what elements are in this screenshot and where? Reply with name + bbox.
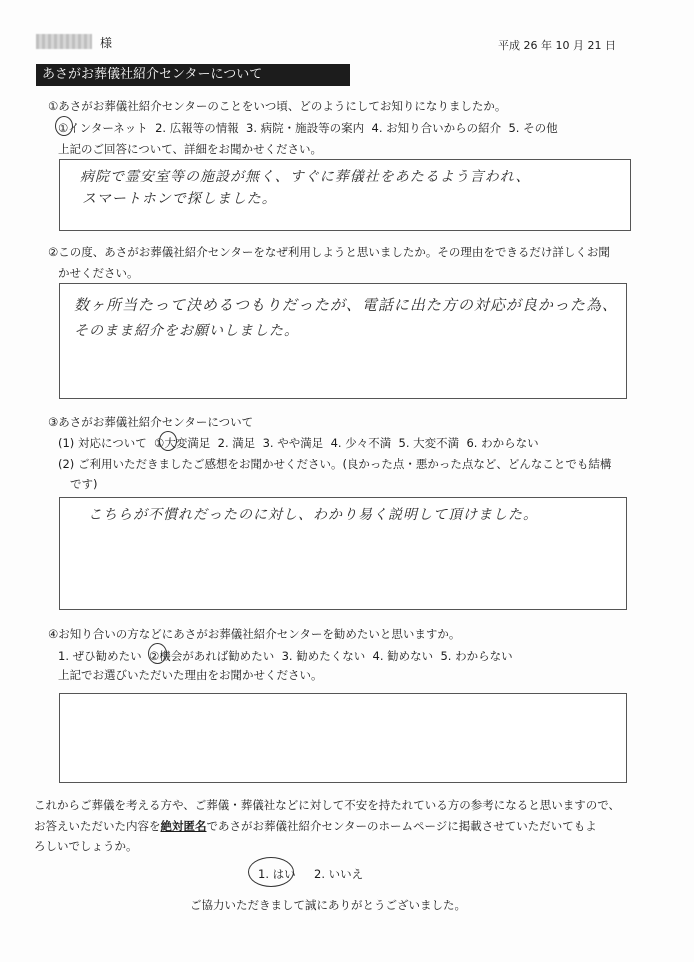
q1-option-4[interactable]: 4. お知り合いからの紹介 [371, 121, 502, 135]
consent-selection-circle [248, 857, 294, 887]
q4-selection-circle [148, 643, 167, 664]
q1-option-5[interactable]: 5. その他 [508, 121, 558, 135]
thanks-message: ご協力いただきまして誠にありがとうございました。 [190, 898, 466, 912]
q3-option-1[interactable]: ①大変満足 [154, 436, 211, 450]
closing-line2-c: であさがお葬儀社紹介センターのホームページに掲載させていただいてもよ [206, 819, 597, 833]
q2-question-line2: かせください。 [58, 266, 139, 280]
q3-option-2[interactable]: 2. 満足 [217, 436, 256, 450]
consent-yes[interactable]: 1. はい [258, 867, 296, 881]
q2-question-line1: ②この度、あさがお葬儀社紹介センターをなぜ利用しようと思いましたか。その理由をできるだけ詳しくお聞 [48, 245, 610, 259]
q1-option-3[interactable]: 3. 病院・施設等の案内 [246, 121, 365, 135]
q1-detail-prompt: 上記のご回答について、詳細をお聞かせください。 [58, 142, 323, 156]
q2-answer-line2: そのまま紹介をお願いしました。 [74, 323, 299, 339]
q4-option-3[interactable]: 3. 勧めたくない [281, 649, 366, 663]
closing-anonymous: 絶対匿名 [160, 819, 207, 833]
q1-options [58, 120, 558, 136]
q4-reason-prompt: 上記でお選びいただいた理由をお聞かせください。 [58, 668, 323, 682]
date: 平成 26 年 10 月 21 日 [498, 39, 616, 52]
form-title: あさがお葬儀社紹介センターについて [36, 64, 350, 86]
q1-answer-line1: 病院で霊安室等の施設が無く、すぐに葬儀社をあたるよう言われ、 [80, 169, 531, 185]
q1-option-1[interactable]: ①インターネット [58, 121, 148, 135]
q3-answer-box[interactable] [59, 497, 627, 610]
q3-sub2-line2: です) [70, 477, 98, 491]
q2-answer-box[interactable] [59, 283, 627, 399]
q3-option-3[interactable]: 3. やや満足 [262, 436, 324, 450]
redacted-name [36, 34, 92, 49]
q4-answer-box[interactable] [59, 693, 627, 783]
q4-option-1[interactable]: 1. ぜひ勧めたい [58, 649, 142, 663]
q1-answer-box[interactable] [59, 159, 631, 231]
q3-question: ③あさがお葬儀社紹介センターについて [48, 415, 254, 429]
q3-answer: こちらが不慣れだったのに対し、わかり易く説明して頂けました。 [88, 507, 538, 523]
q4-option-4[interactable]: 4. 勧めない [372, 649, 434, 663]
closing-line2 [34, 818, 597, 834]
q3-option-4[interactable]: 4. 少々不満 [330, 436, 392, 450]
q3-option-5[interactable]: 5. 大変不満 [398, 436, 460, 450]
q4-question: ④お知り合いの方などにあさがお葬儀社紹介センターを勧めたいと思いますか。 [48, 627, 461, 641]
q1-selection-circle [55, 116, 73, 136]
q1-option-2[interactable]: 2. 広報等の情報 [155, 121, 239, 135]
q3-option-6[interactable]: 6. わからない [466, 436, 539, 450]
consent-no[interactable]: 2. いいえ [314, 867, 364, 881]
q4-option-2[interactable]: ②機会があれば勧めたい [148, 649, 275, 663]
q3-sub1 [58, 435, 539, 451]
q2-answer-line1: 数ヶ所当たって決めるつもりだったが、電話に出た方の対応が良かった為、 [74, 296, 618, 314]
q4-option-5[interactable]: 5. わからない [440, 649, 513, 663]
q3-sub1-label: (1) 対応について [58, 436, 147, 450]
closing-line2-a: お答えいただいた内容を [34, 819, 161, 833]
q1-question: ①あさがお葬儀社紹介センターのことをいつ頃、どのようにしてお知りになりましたか。 [48, 99, 507, 113]
honorific: 様 [100, 36, 113, 50]
q3-sub2-line1: (2) ご利用いただきましたご感想をお聞かせください。(良かった点・悪かった点など、どんなことでも結構 [58, 457, 612, 471]
q3-selection-circle [159, 431, 177, 451]
q1-answer-line2: スマートホンで探しました。 [82, 191, 277, 207]
q4-options [58, 648, 513, 664]
closing-line1: これからご葬儀を考える方や、ご葬儀・葬儀社などに対して不安を持たれている方の参考になると思いますので、 [34, 798, 621, 812]
closing-line3: ろしいでしょうか。 [34, 839, 138, 853]
